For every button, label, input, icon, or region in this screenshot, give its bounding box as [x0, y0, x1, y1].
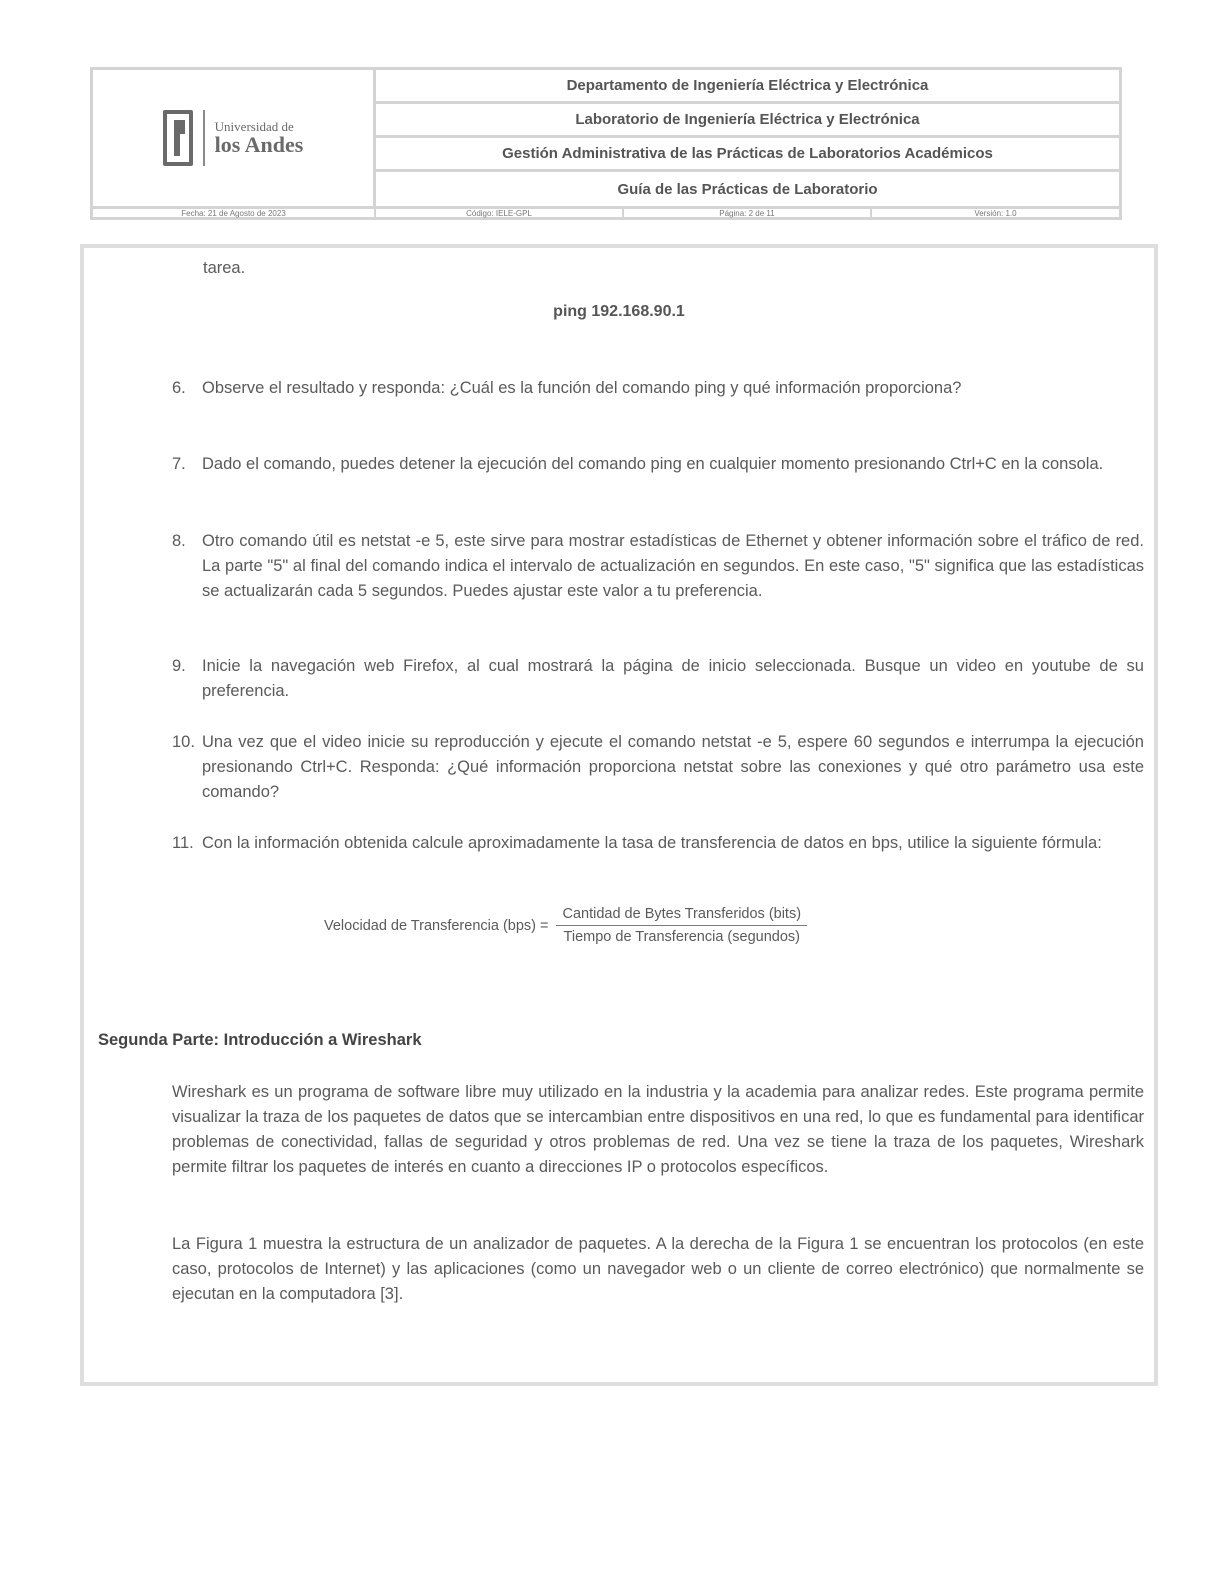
list-item-text: Inicie la navegación web Firefox, al cual mostrará la página de inicio seleccionada. Busque un video en youtube de su preferencia. [202, 657, 1144, 700]
list-item-text: Con la información obtenida calcule aproximadamente la tasa de transferencia de datos en bps, utilice la siguiente fórmula: [202, 834, 1102, 852]
logo-divider [203, 110, 205, 166]
logo-line-2: los Andes [214, 132, 304, 158]
section-title: Segunda Parte: Introducción a Wireshark [98, 1031, 422, 1049]
list-item-number: 9. [172, 657, 186, 675]
list-item-text: Dado el comando, puedes detener la ejecución del comando ping en cualquier momento presionando Ctrl+C en la consola. [202, 455, 1104, 473]
list-item [172, 376, 1144, 401]
header-title-rows [376, 70, 1119, 206]
list-item [172, 831, 1144, 856]
university-logo [163, 110, 304, 166]
formula-lhs: Velocidad de Transferencia (bps) = [324, 917, 549, 934]
formula-denominator: Tiempo de Transferencia (segundos) [563, 929, 800, 945]
list-item [172, 730, 1144, 805]
document-header [90, 67, 1122, 220]
header-management: Gestión Administrativa de las Prácticas de Laboratorios Académicos [376, 138, 1119, 172]
meta-code: Código: IELE-GPL [376, 209, 624, 217]
list-item-number: 6. [172, 379, 186, 397]
logo-line-1: Universidad de [214, 118, 294, 134]
header-laboratory: Laboratorio de Ingeniería Eléctrica y Electrónica [376, 104, 1119, 138]
header-meta-row [93, 206, 1119, 217]
list-item-text: Otro comando útil es netstat -e 5, este sirve para mostrar estadísticas de Ethernet y obtener información sobre el tráfico de red. La parte "5" al final del comando indica el intervalo de actualización en segundos. En este caso, "5" significa que las estadísticas se actualizarán cada 5 segundos. Puedes ajustar este valor a tu preferencia. [202, 532, 1144, 600]
ping-command: ping 192.168.90.1 [553, 303, 685, 320]
header-guide: Guía de las Prácticas de Laboratorio [617, 180, 878, 198]
paragraph: La Figura 1 muestra la estructura de un analizador de paquetes. A la derecha de la Figura 1 se encuentran los protocolos (en este caso, protocolos de Internet) y las aplicaciones (como un navegador web o un cliente de correo electrónico) que normalmente se ejecutan en la computadora [3]. [172, 1235, 1144, 1303]
content-frame [80, 244, 1158, 1386]
list-item [172, 452, 1144, 477]
paragraph: Wireshark es un programa de software libre muy utilizado en la industria y la academia para analizar redes. Este programa permite visualizar la traza de los paquetes de datos que se intercambian entre dispositivos en una red, lo que es fundamental para identificar problemas de conectividad, fallas de seguridad y otros problemas de red. Una vez se tiene la traza de los paquetes, Wireshark permite filtrar los paquetes de interés en cuanto a direcciones IP o protocolos específicos. [172, 1083, 1144, 1176]
list-item-text: Observe el resultado y responda: ¿Cuál es la función del comando ping y qué información proporciona? [202, 379, 962, 397]
logo-mark-icon [163, 110, 193, 166]
list-item-number: 10. [172, 733, 195, 751]
list-item-text: Una vez que el video inicie su reproducción y ejecute el comando netstat -e 5, espere 60 segundos e interrumpa la ejecución presionando Ctrl+C. Responda: ¿Qué información proporciona netstat sobre las conexiones y qué otro parámetro usa este comando? [202, 733, 1144, 801]
formula-numerator: Cantidad de Bytes Transferidos (bits) [562, 906, 802, 922]
list-item [172, 529, 1144, 604]
logo-cell [93, 70, 376, 206]
list-item-number: 8. [172, 532, 186, 550]
header-department: Departamento de Ingeniería Eléctrica y Electrónica [376, 70, 1119, 104]
meta-page: Página: 2 de 11 [624, 209, 872, 217]
continuation-text: tarea. [203, 259, 246, 277]
list-item-number: 7. [172, 455, 186, 473]
meta-date: Fecha: 21 de Agosto de 2023 [93, 209, 376, 217]
list-item [172, 654, 1144, 704]
formula-fraction [556, 903, 807, 948]
logo-text [215, 120, 304, 157]
list-item-number: 11. [172, 834, 194, 852]
meta-version: Versión: 1.0 [974, 208, 1017, 218]
transfer-rate-formula [324, 903, 807, 948]
